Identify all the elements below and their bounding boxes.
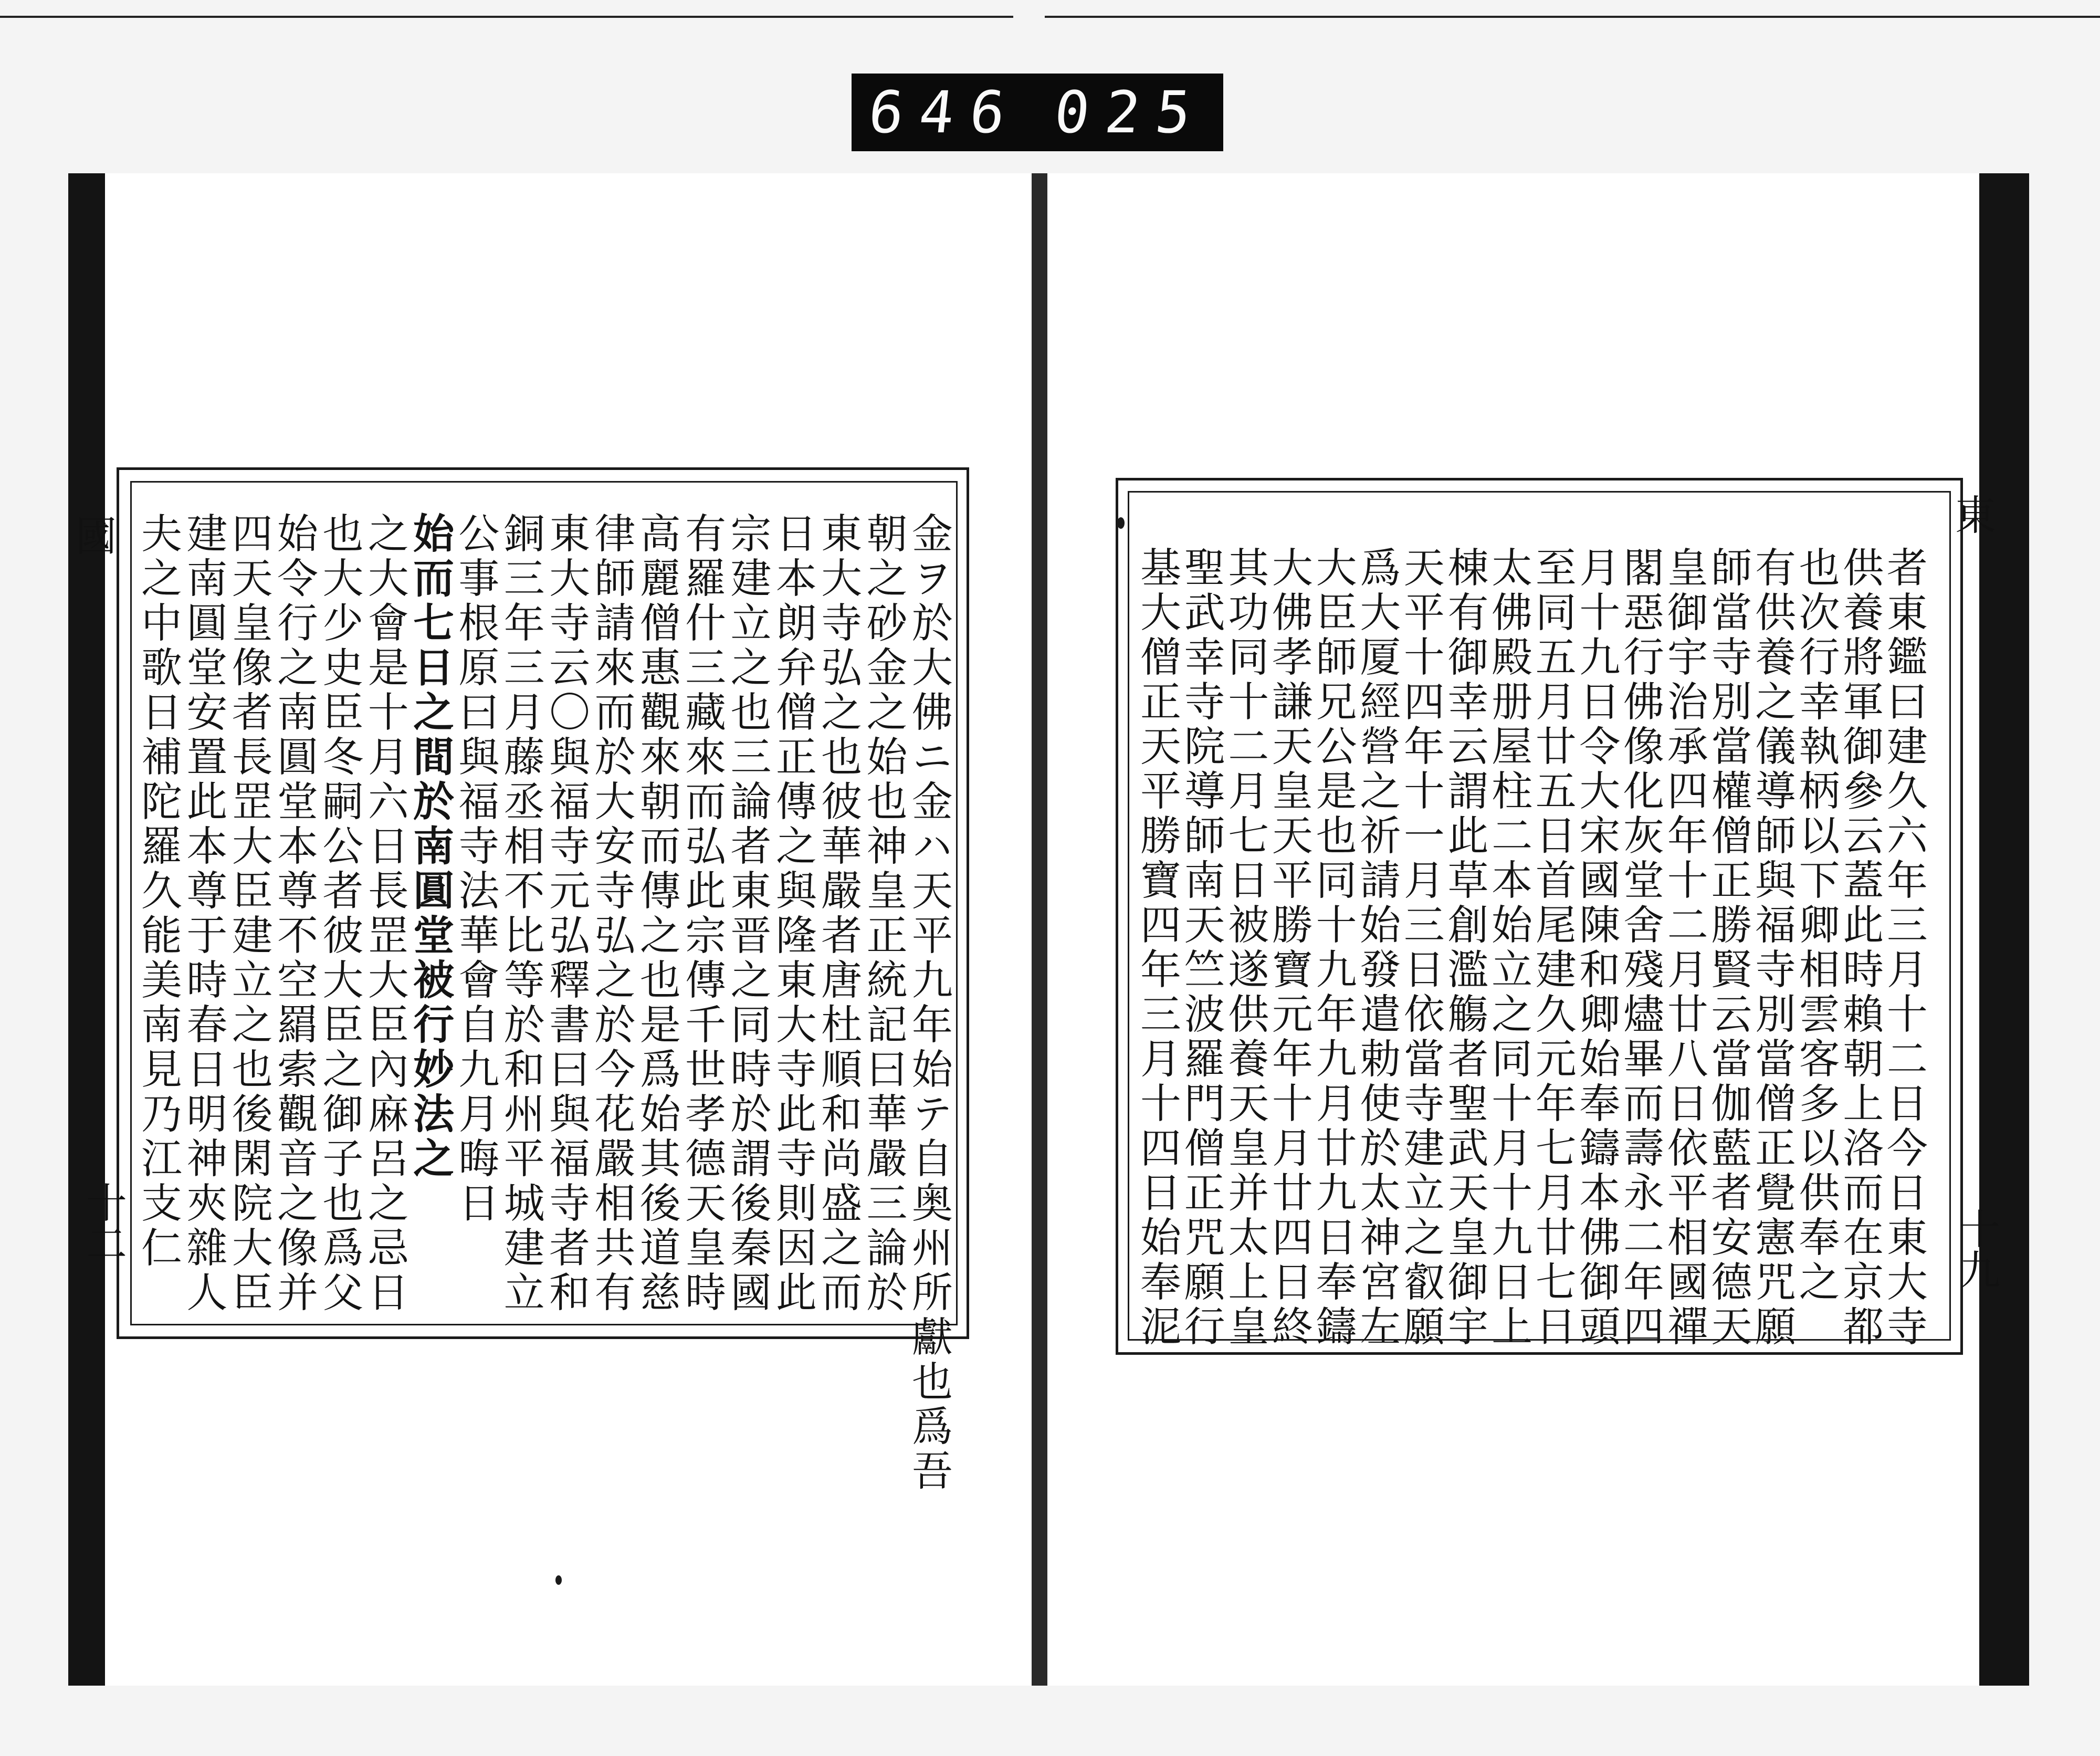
text-column: 東大寺弘之也彼華嚴者唐杜順和尚盛之而 (814, 512, 862, 1315)
text-column: 至同五月廿五日首尾建久元年七月廿七日 (1528, 546, 1576, 1350)
right-folio: 十九 (1952, 1208, 2000, 1290)
text-column: 有供養之儀導師與福寺別當僧正覺憲咒願 (1748, 546, 1796, 1350)
scan-speck (1117, 517, 1125, 529)
text-column: 銅三年三月藤丞相不比等於和州平城建立 (497, 512, 544, 1315)
left-page-edge (68, 173, 105, 1686)
text-column: 也大少史臣冬嗣公者彼大臣之御子也爲父 (316, 512, 363, 1315)
right-page-edge (1979, 173, 2029, 1686)
text-column: 高麗僧惠觀來朝而傳之也是爲始其後道慈 (633, 512, 680, 1315)
text-column: 基大僧正天平勝寶四年三月十四日始奉泥 (1133, 546, 1181, 1350)
reel-number: 646 (865, 79, 1024, 146)
text-column: 師當寺別當權僧正勝賢云當伽藍者安德天 (1704, 546, 1752, 1350)
scan-edge-left (0, 16, 1013, 18)
scan-edge-right (1045, 16, 2100, 18)
text-column: 東大寺云〇與福寺元弘釋書曰與福寺者和 (542, 512, 590, 1315)
text-column: 大佛孝謙天皇天平勝寶元年十月廿四日終 (1265, 546, 1312, 1350)
text-column: 日本朗弁僧正傳之與隆東大寺此寺則因此 (769, 512, 816, 1315)
text-column: 朝之砂金之始也神皇正統記曰華嚴三論於 (859, 512, 907, 1315)
text-column: 之大會是十月六日長罡大臣內麻呂之忌日 (361, 512, 408, 1315)
text-column: 律師請來而於大安寺弘之於今花嚴相共有 (587, 512, 635, 1315)
text-column: 金ヲ於大佛ニ金ハ天平九年始テ自奥州所獻也爲吾 (905, 512, 952, 1494)
text-column: 爲大厦經營之祈請始發遣勅使於太神宮左 (1353, 546, 1401, 1350)
text-column: 也次行幸執柄以下卿相雲客多以供奉之 (1792, 546, 1840, 1305)
left-folio: 十二 (79, 1182, 127, 1263)
film-reel-label (852, 74, 1223, 151)
text-column: 供養將軍御參云蓋此時賴朝上洛而在京都 (1836, 546, 1884, 1350)
frame-number: 025 (1051, 79, 1210, 146)
text-column: 月十九日令大宋國陳和卿始奉鑄本佛御頭 (1572, 546, 1620, 1350)
text-column: 太佛殿册屋柱二本始立之同十月十九日上 (1485, 546, 1532, 1350)
text-column: 聖武幸寺院導師南天竺波羅門僧正咒願行 (1177, 546, 1225, 1350)
text-column: 棟有御幸云謂此草創濫觴者聖武天皇御宇 (1441, 546, 1488, 1350)
text-column: 大臣師兄公是也同十九年九月廿九日奉鑄 (1309, 546, 1357, 1350)
text-column: 建南圓堂安置此本尊于時春日明神夾雜人 (180, 512, 227, 1315)
text-column: 四天皇像者長罡大臣建立之也後閑院大臣 (225, 512, 272, 1315)
text-column: 公事根原曰與福寺法華會自九月晦日 (452, 512, 499, 1226)
right-margin-title: 東 (1948, 494, 1996, 538)
text-column: 皇御宇治承四年十二月廿八日依平相國禪 (1660, 546, 1708, 1350)
left-text-body (134, 512, 952, 1494)
text-column: 其功同十二月七日被遂供養天皇并太上皇 (1221, 546, 1269, 1350)
text-column: 始而七日之間於南圓堂被行妙法之 (406, 512, 455, 1182)
text-column: 始令行之南圓堂本尊不空羂索觀音之像并 (270, 512, 318, 1315)
text-column: 夫之中歌日補陀羅久能美南見乃江支仁 (134, 512, 182, 1271)
left-margin-title: 國 (69, 515, 116, 559)
text-column: 宗建立之也三論者東晋之同時於謂後秦國 (723, 512, 771, 1315)
text-column: 有羅什三藏來而弘此宗傳千世孝德天皇時 (678, 512, 726, 1315)
book-gutter (1032, 173, 1047, 1686)
scan-speck (555, 1575, 562, 1585)
right-text-body (1133, 546, 1927, 1350)
text-column: 天平十四年十一月三日依當寺建立之叡願 (1396, 546, 1444, 1350)
text-column: 者東鑑曰建久六年三月十二日今日東大寺 (1880, 546, 1927, 1350)
text-column: 閣惡行佛像化灰堂舍殘燼畢而壽永二年四 (1616, 546, 1664, 1350)
